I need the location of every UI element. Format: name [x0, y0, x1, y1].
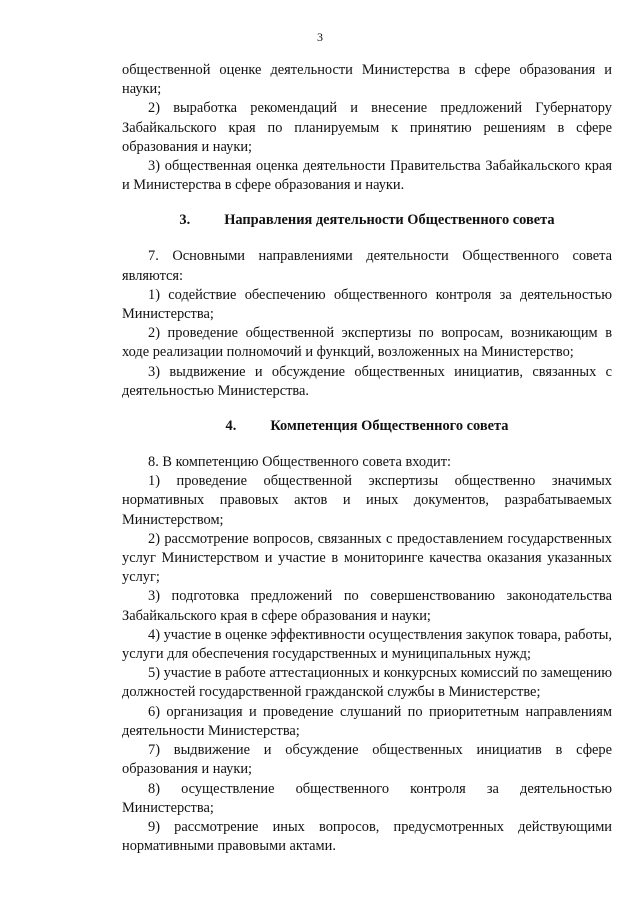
list-item: 9) рассмотрение иных вопросов, предусмотренных действующими нормативными правовыми актами. — [122, 818, 612, 855]
section-number: 3. — [179, 212, 191, 229]
list-item: 6) организация и проведение слушаний по приоритетным направлениям деятельности Министерства; — [122, 703, 612, 739]
list-item: 5) участие в работе аттестационных и конкурсных комиссий по замещению должностей государственной гражданской службы в Министерстве; — [122, 665, 613, 701]
section-title: Направления деятельности Общественного совета — [224, 212, 555, 229]
section-title: Компетенция Общественного совета — [270, 418, 509, 435]
lead-paragraph: 3) общественная оценка деятельности Правительства Забайкальского края и Министерства в сфере образования и науки. — [122, 158, 612, 194]
list-item: 4) участие в оценке эффективности осуществления закупок товара, работы, услуги для обеспечения государственных и муниципальных нужд; — [122, 626, 612, 663]
document-body — [122, 61, 612, 856]
list-item: 3) выдвижение и обсуждение общественных инициатив, связанных с деятельностью Министерства. — [122, 363, 612, 399]
page-number: 3 — [317, 30, 323, 44]
list-item: 8) осуществление общественного контроля за деятельностью Министерства; — [122, 780, 612, 816]
clause-paragraph: 8. В компетенцию Общественного совета входит: — [148, 454, 452, 471]
clause-paragraph: 7. Основными направлениями деятельности Общественного совета являются: — [122, 248, 612, 284]
list-item: 1) проведение общественной экспертизы общественно значимых нормативных правовых актов и иных документов, разрабатываемых Министерством; — [122, 473, 612, 528]
list-item: 2) проведение общественной экспертизы по вопросам, возникающим в ходе реализации полномочий и функций, возложенных на Министерство; — [122, 325, 612, 361]
section-heading — [122, 211, 612, 230]
lead-paragraph: 2) выработка рекомендаций и внесение предложений Губернатору Забайкальского края по планируемым к принятию решениям в сфере образования и науки; — [122, 100, 612, 155]
list-item: 3) подготовка предложений по совершенствованию законодательства Забайкальского края в сфере образования и науки; — [122, 588, 612, 624]
lead-paragraph: общественной оценке деятельности Министерства в сфере образования и науки; — [122, 62, 612, 98]
list-item: 1) содействие обеспечению общественного контроля за деятельностью Министерства; — [122, 286, 612, 323]
section-number: 4. — [225, 418, 237, 435]
list-item: 7) выдвижение и обсуждение общественных инициатив в сфере образования и науки; — [122, 742, 612, 778]
list-item: 2) рассмотрение вопросов, связанных с предоставлением государственных услуг Министерством и участие в мониторинге качества оказания указанных услуг; — [122, 530, 612, 586]
section-heading — [122, 417, 612, 436]
